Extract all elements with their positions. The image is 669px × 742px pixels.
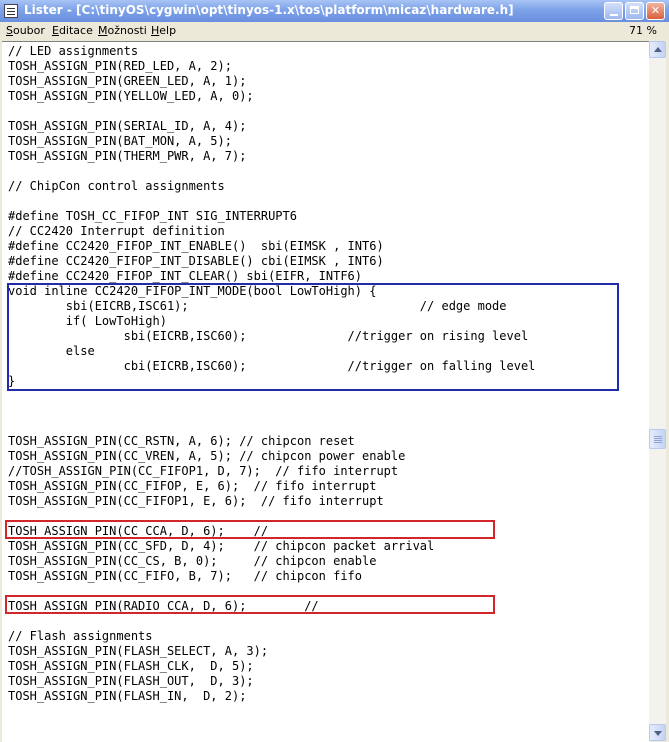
code-line <box>8 164 535 179</box>
maximize-button[interactable] <box>625 2 644 20</box>
code-line <box>8 509 535 524</box>
vertical-scrollbar[interactable] <box>649 41 666 741</box>
code-line: TOSH_ASSIGN_PIN(FLASH_CLK, D, 5); <box>8 659 254 673</box>
code-line <box>8 404 535 419</box>
maximize-icon <box>630 6 639 14</box>
app-icon[interactable] <box>4 4 18 18</box>
code-line: #define CC2420_FIFOP_INT_CLEAR() sbi(EIFR, INTF6) <box>8 269 363 283</box>
code-line <box>8 614 535 629</box>
code-line: // Flash assignments <box>8 629 153 643</box>
menu-soubor[interactable] <box>6 24 45 37</box>
code-line: } <box>8 374 16 388</box>
code-line: TOSH_ASSIGN_PIN(RED_LED, A, 2); <box>8 59 232 73</box>
code-line: TOSH_ASSIGN_PIN(CC_FIFOP, E, 6); // fifo interrupt <box>8 479 377 493</box>
menu-label: elp <box>159 24 177 37</box>
code-line: TOSH_ASSIGN_PIN(FLASH_OUT, D, 3); <box>8 674 254 688</box>
code-line: if( LowToHigh) <box>8 314 167 328</box>
close-icon: ✕ <box>650 4 661 17</box>
menu-bar <box>0 22 669 40</box>
menu-label: ditace <box>58 24 93 37</box>
menu-label: ožnosti <box>107 24 147 37</box>
menu-accel: S <box>6 24 13 37</box>
code-line: sbi(EICRB,ISC60); //trigger on rising level <box>8 329 529 343</box>
code-line: cbi(EICRB,ISC60); //trigger on falling level <box>8 359 536 373</box>
minimize-button[interactable] <box>604 2 623 20</box>
menu-accel: E <box>52 24 59 37</box>
code-line: TOSH_ASSIGN_PIN(GREEN_LED, A, 1); <box>8 74 247 88</box>
code-line: // LED assignments <box>8 44 139 58</box>
title-bar <box>0 0 669 22</box>
code-line: TOSH_ASSIGN_PIN(CC_RSTN, A, 6); // chipcon reset <box>8 434 355 448</box>
code-line: #define TOSH_CC_FIFOP_INT SIG_INTERRUPT6 <box>8 209 297 223</box>
code-line <box>8 194 535 209</box>
code-line <box>8 584 535 599</box>
code-line: TOSH_ASSIGN_PIN(CC_SFD, D, 4); // chipcon packet arrival <box>8 539 435 553</box>
code-line: sbi(EICRB,ISC61); // edge mode <box>8 299 507 313</box>
code-line: void inline CC2420_FIFOP_INT_MODE(bool LowToHigh) { <box>8 284 377 298</box>
menu-accel: M <box>98 24 108 37</box>
code-line: TOSH_ASSIGN_PIN(THERM_PWR, A, 7); <box>8 149 247 163</box>
code-line: #define CC2420_FIFOP_INT_DISABLE() cbi(EIMSK , INT6) <box>8 254 384 268</box>
minimize-icon <box>610 14 618 16</box>
code-listing <box>8 44 535 704</box>
code-line: TOSH_ASSIGN_PIN(YELLOW_LED, A, 0); <box>8 89 254 103</box>
code-line: TOSH_ASSIGN_PIN(SERIAL_ID, A, 4); <box>8 119 247 133</box>
code-line: TOSH_ASSIGN_PIN(BAT_MON, A, 5); <box>8 134 232 148</box>
menu-editace[interactable] <box>52 24 93 37</box>
zoom-percent: 71 % <box>629 24 657 37</box>
menu-moznosti[interactable] <box>98 24 147 37</box>
menu-accel: H <box>151 24 160 37</box>
scroll-up-button[interactable] <box>649 41 666 58</box>
code-line <box>8 419 535 434</box>
code-line: TOSH_ASSIGN_PIN(RADIO_CCA, D, 6); // <box>8 599 319 613</box>
code-line: //TOSH_ASSIGN_PIN(CC_FIFOP1, D, 7); // fifo interrupt <box>8 464 399 478</box>
menu-help[interactable] <box>151 24 176 37</box>
window-title: Lister - [C:\tinyOS\cygwin\opt\tinyos-1.x\tos\platform\micaz\hardware.h] <box>24 3 514 17</box>
code-line: // ChipCon control assignments <box>8 179 225 193</box>
close-button[interactable] <box>646 2 665 20</box>
menu-label: oubor <box>12 24 45 37</box>
code-line: TOSH_ASSIGN_PIN(CC_VREN, A, 5); // chipcon power enable <box>8 449 406 463</box>
text-viewer[interactable] <box>2 41 649 742</box>
code-line: TOSH_ASSIGN_PIN(CC_CS, B, 0); // chipcon enable <box>8 554 377 568</box>
code-line <box>8 104 535 119</box>
code-line: // CC2420 Interrupt definition <box>8 224 225 238</box>
code-line: else <box>8 344 95 358</box>
scroll-down-button[interactable] <box>649 724 666 741</box>
code-line: TOSH_ASSIGN_PIN(CC_FIFOP1, E, 6); // fifo interrupt <box>8 494 384 508</box>
code-line <box>8 389 535 404</box>
scroll-thumb[interactable] <box>649 429 666 449</box>
code-line: TOSH_ASSIGN_PIN(FLASH_SELECT, A, 3); <box>8 644 269 658</box>
code-line: TOSH_ASSIGN_PIN(CC_CCA, D, 6); // <box>8 524 269 538</box>
code-line: #define CC2420_FIFOP_INT_ENABLE() sbi(EIMSK , INT6) <box>8 239 384 253</box>
code-line: TOSH_ASSIGN_PIN(FLASH_IN, D, 2); <box>8 689 247 703</box>
code-line: TOSH_ASSIGN_PIN(CC_FIFO, B, 7); // chipcon fifo <box>8 569 363 583</box>
